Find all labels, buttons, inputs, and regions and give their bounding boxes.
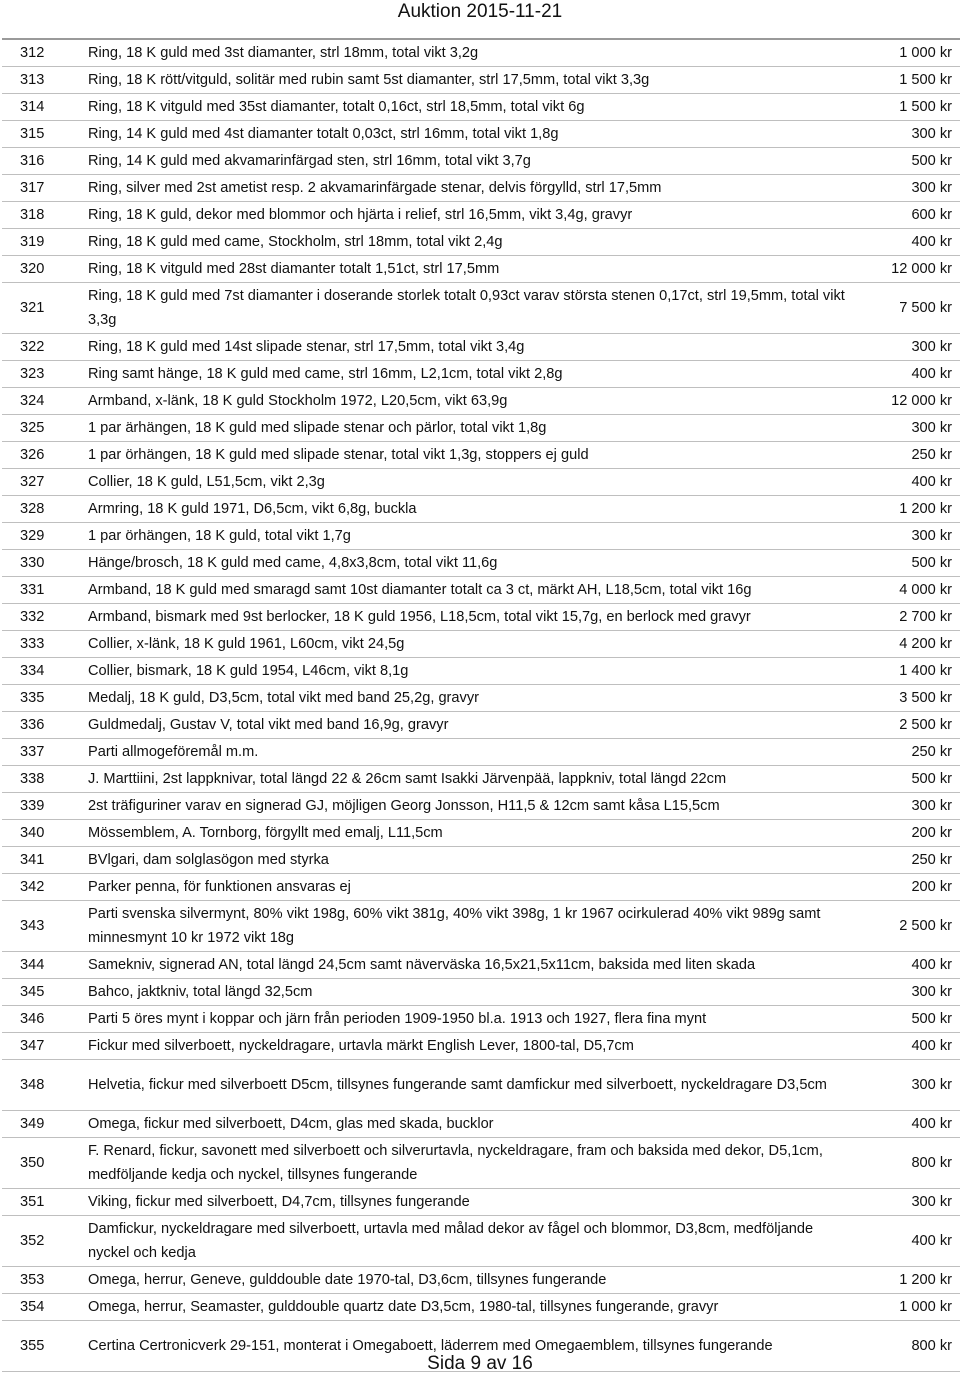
lot-row <box>2 979 960 1006</box>
lot-estimate-price: 300 kr <box>854 979 960 1006</box>
lot-number: 323 <box>2 361 80 388</box>
lot-row <box>2 631 960 658</box>
lot-estimate-price: 400 kr <box>854 1033 960 1060</box>
lot-row <box>2 1111 960 1138</box>
lot-number: 348 <box>2 1060 80 1111</box>
lot-number: 337 <box>2 739 80 766</box>
lot-number: 316 <box>2 148 80 175</box>
lot-row <box>2 523 960 550</box>
lot-estimate-price: 1 200 kr <box>854 496 960 523</box>
lot-estimate-price: 300 kr <box>854 175 960 202</box>
lot-estimate-price: 12 000 kr <box>854 388 960 415</box>
lot-description: Collier, x-länk, 18 K guld 1961, L60cm, vikt 24,5g <box>80 631 854 658</box>
lot-description: F. Renard, fickur, savonett med silverboett och silverurtavla, nyckeldragare, fram och baksida med dekor, D5,1cm, medföljande kedja och nyckel, tillsynes fungerande <box>80 1138 854 1189</box>
lot-number: 340 <box>2 820 80 847</box>
lot-number: 332 <box>2 604 80 631</box>
lot-number: 314 <box>2 94 80 121</box>
lot-estimate-price: 500 kr <box>854 550 960 577</box>
lot-description: Parti 5 öres mynt i koppar och järn från perioden 1909-1950 bl.a. 1913 och 1927, flera fina mynt <box>80 1006 854 1033</box>
lot-number: 343 <box>2 901 80 952</box>
lot-row <box>2 334 960 361</box>
lot-estimate-price: 400 kr <box>854 469 960 496</box>
lot-estimate-price: 1 400 kr <box>854 658 960 685</box>
lot-number: 317 <box>2 175 80 202</box>
lot-row <box>2 712 960 739</box>
lot-description: 2st träfiguriner varav en signerad GJ, möjligen Georg Jonsson, H11,5 & 12cm samt kåsa L15,5cm <box>80 793 854 820</box>
lot-number: 336 <box>2 712 80 739</box>
lot-description: Helvetia, fickur med silverboett D5cm, tillsynes fungerande samt damfickur med silverboett, nyckeldragare D3,5cm <box>80 1060 854 1111</box>
lot-estimate-price: 300 kr <box>854 334 960 361</box>
lot-estimate-price: 400 kr <box>854 361 960 388</box>
lot-description: Ring, 18 K vitguld med 28st diamanter totalt 1,51ct, strl 17,5mm <box>80 256 854 283</box>
lot-row <box>2 793 960 820</box>
lot-number: 313 <box>2 67 80 94</box>
lot-description: Certina Certronicverk 29-151, monterat i Omegaboett, läderrem med Omegaemblem, tillsynes fungerande <box>80 1321 854 1372</box>
lot-description: Parti svenska silvermynt, 80% vikt 198g, 60% vikt 381g, 40% vikt 398g, 1 kr 1967 ocirkulerad 40% vikt 989g samt minnesmynt 10 kr 1972 vikt 18g <box>80 901 854 952</box>
lot-row <box>2 1138 960 1189</box>
lot-description: Ring, 18 K guld med 14st slipade stenar, strl 17,5mm, total vikt 3,4g <box>80 334 854 361</box>
lot-number: 315 <box>2 121 80 148</box>
lot-number: 350 <box>2 1138 80 1189</box>
lot-estimate-price: 500 kr <box>854 1006 960 1033</box>
lot-description: Collier, 18 K guld, L51,5cm, vikt 2,3g <box>80 469 854 496</box>
lot-estimate-price: 800 kr <box>854 1321 960 1372</box>
lot-row <box>2 283 960 334</box>
lot-row <box>2 94 960 121</box>
lot-row <box>2 1267 960 1294</box>
lot-number: 329 <box>2 523 80 550</box>
lot-description: 1 par örhängen, 18 K guld med slipade stenar, total vikt 1,3g, stoppers ej guld <box>80 442 854 469</box>
lot-estimate-price: 1 500 kr <box>854 67 960 94</box>
lot-row <box>2 847 960 874</box>
lot-number: 354 <box>2 1294 80 1321</box>
page-number: Sida 9 av 16 <box>427 1353 533 1374</box>
lot-description: Ring, 14 K guld med 4st diamanter totalt 0,03ct, strl 16mm, total vikt 1,8g <box>80 121 854 148</box>
lot-estimate-price: 3 500 kr <box>854 685 960 712</box>
lot-row <box>2 1060 960 1111</box>
lot-row <box>2 685 960 712</box>
lot-description: Bahco, jaktkniv, total längd 32,5cm <box>80 979 854 1006</box>
lot-description: Omega, fickur med silverboett, D4cm, glas med skada, bucklor <box>80 1111 854 1138</box>
lot-row <box>2 952 960 979</box>
lot-estimate-price: 1 500 kr <box>854 94 960 121</box>
lot-number: 319 <box>2 229 80 256</box>
lot-number: 320 <box>2 256 80 283</box>
lot-row <box>2 175 960 202</box>
lot-row <box>2 1033 960 1060</box>
lot-row <box>2 901 960 952</box>
lot-row <box>2 39 960 67</box>
lot-estimate-price: 4 200 kr <box>854 631 960 658</box>
lot-estimate-price: 300 kr <box>854 793 960 820</box>
lot-estimate-price: 300 kr <box>854 523 960 550</box>
lot-description: Ring, 18 K guld med 3st diamanter, strl 18mm, total vikt 3,2g <box>80 39 854 67</box>
lot-estimate-price: 1 000 kr <box>854 1294 960 1321</box>
lot-description: Omega, herrur, Seamaster, gulddouble quartz date D3,5cm, 1980-tal, tillsynes fungerande, gravyr <box>80 1294 854 1321</box>
lot-number: 349 <box>2 1111 80 1138</box>
lot-estimate-price: 400 kr <box>854 952 960 979</box>
lot-row <box>2 361 960 388</box>
lot-estimate-price: 1 200 kr <box>854 1267 960 1294</box>
lot-row <box>2 577 960 604</box>
lot-description: Armband, 18 K guld med smaragd samt 10st diamanter totalt ca 3 ct, märkt AH, L18,5cm, total vikt 16g <box>80 577 854 604</box>
lot-number: 344 <box>2 952 80 979</box>
lot-number: 347 <box>2 1033 80 1060</box>
lot-estimate-price: 1 000 kr <box>854 39 960 67</box>
lot-estimate-price: 300 kr <box>854 415 960 442</box>
lot-description: Fickur med silverboett, nyckeldragare, urtavla märkt English Lever, 1800-tal, D5,7cm <box>80 1033 854 1060</box>
lot-row <box>2 1216 960 1267</box>
lot-number: 318 <box>2 202 80 229</box>
lot-row <box>2 388 960 415</box>
lot-row <box>2 202 960 229</box>
lot-number: 327 <box>2 469 80 496</box>
lot-description: Mössemblem, A. Tornborg, förgyllt med emalj, L11,5cm <box>80 820 854 847</box>
lot-description: Omega, herrur, Geneve, gulddouble date 1970-tal, D3,6cm, tillsynes fungerande <box>80 1267 854 1294</box>
lot-description: Damfickur, nyckeldragare med silverboett, urtavla med målad dekor av fågel och blommor, D3,8cm, medföljande nyckel och kedja <box>80 1216 854 1267</box>
lot-number: 330 <box>2 550 80 577</box>
lot-row <box>2 820 960 847</box>
lot-number: 339 <box>2 793 80 820</box>
lot-number: 338 <box>2 766 80 793</box>
lot-number: 328 <box>2 496 80 523</box>
lot-estimate-price: 400 kr <box>854 1216 960 1267</box>
lot-description: Samekniv, signerad AN, total längd 24,5cm samt näverväska 16,5x21,5x11cm, baksida med liten skada <box>80 952 854 979</box>
lot-estimate-price: 300 kr <box>854 1189 960 1216</box>
lot-estimate-price: 500 kr <box>854 148 960 175</box>
lot-number: 312 <box>2 39 80 67</box>
lot-estimate-price: 4 000 kr <box>854 577 960 604</box>
lot-estimate-price: 800 kr <box>854 1138 960 1189</box>
lot-row <box>2 256 960 283</box>
lot-description: Ring, 14 K guld med akvamarinfärgad sten, strl 16mm, total vikt 3,7g <box>80 148 854 175</box>
lot-description: Collier, bismark, 18 K guld 1954, L46cm, vikt 8,1g <box>80 658 854 685</box>
lot-number: 325 <box>2 415 80 442</box>
lot-number: 345 <box>2 979 80 1006</box>
lot-row <box>2 67 960 94</box>
lot-number: 334 <box>2 658 80 685</box>
lot-number: 322 <box>2 334 80 361</box>
lot-description: Ring, 18 K guld med came, Stockholm, strl 18mm, total vikt 2,4g <box>80 229 854 256</box>
lot-row <box>2 469 960 496</box>
lot-number: 346 <box>2 1006 80 1033</box>
lot-estimate-price: 400 kr <box>854 229 960 256</box>
lot-description: Medalj, 18 K guld, D3,5cm, total vikt med band 25,2g, gravyr <box>80 685 854 712</box>
lot-description: Armband, x-länk, 18 K guld Stockholm 1972, L20,5cm, vikt 63,9g <box>80 388 854 415</box>
lot-estimate-price: 250 kr <box>854 847 960 874</box>
lot-description: Parti allmogeföremål m.m. <box>80 739 854 766</box>
lot-description: Ring, 18 K vitguld med 35st diamanter, totalt 0,16ct, strl 18,5mm, total vikt 6g <box>80 94 854 121</box>
lot-estimate-price: 300 kr <box>854 1060 960 1111</box>
lot-estimate-price: 200 kr <box>854 820 960 847</box>
lot-row <box>2 739 960 766</box>
lot-row <box>2 496 960 523</box>
lot-estimate-price: 2 500 kr <box>854 712 960 739</box>
lot-description: Armband, bismark med 9st berlocker, 18 K guld 1956, L18,5cm, total vikt 15,7g, en berlock med gravyr <box>80 604 854 631</box>
lot-row <box>2 658 960 685</box>
lot-number: 342 <box>2 874 80 901</box>
lot-row <box>2 415 960 442</box>
lot-row <box>2 874 960 901</box>
lot-estimate-price: 400 kr <box>854 1111 960 1138</box>
auction-lot-table <box>2 38 960 1372</box>
lot-number: 341 <box>2 847 80 874</box>
lot-row <box>2 550 960 577</box>
lot-description: Ring, 18 K guld, dekor med blommor och hjärta i relief, strl 16,5mm, vikt 3,4g, gravyr <box>80 202 854 229</box>
lot-row <box>2 1189 960 1216</box>
lot-estimate-price: 12 000 kr <box>854 256 960 283</box>
lot-row <box>2 766 960 793</box>
auction-lot-list <box>2 39 960 1372</box>
lot-estimate-price: 600 kr <box>854 202 960 229</box>
lot-number: 352 <box>2 1216 80 1267</box>
lot-number: 333 <box>2 631 80 658</box>
lot-row <box>2 1294 960 1321</box>
lot-description: Parker penna, för funktionen ansvaras ej <box>80 874 854 901</box>
lot-description: Ring, silver med 2st ametist resp. 2 akvamarinfärgade stenar, delvis förgylld, strl 17,5mm <box>80 175 854 202</box>
lot-estimate-price: 200 kr <box>854 874 960 901</box>
lot-row <box>2 148 960 175</box>
lot-description: Armring, 18 K guld 1971, D6,5cm, vikt 6,8g, buckla <box>80 496 854 523</box>
lot-description: Ring, 18 K guld med 7st diamanter i doserande storlek totalt 0,93ct varav största stenen 0,17ct, strl 19,5mm, total vikt 3,3g <box>80 283 854 334</box>
lot-description: Ring, 18 K rött/vitguld, solitär med rubin samt 5st diamanter, strl 17,5mm, total vikt 3,3g <box>80 67 854 94</box>
lot-estimate-price: 2 500 kr <box>854 901 960 952</box>
lot-description: Ring samt hänge, 18 K guld med came, strl 16mm, L2,1cm, total vikt 2,8g <box>80 361 854 388</box>
lot-description: Hänge/brosch, 18 K guld med came, 4,8x3,8cm, total vikt 11,6g <box>80 550 854 577</box>
lot-row <box>2 442 960 469</box>
lot-estimate-price: 250 kr <box>854 739 960 766</box>
lot-estimate-price: 300 kr <box>854 121 960 148</box>
lot-row <box>2 121 960 148</box>
lot-estimate-price: 2 700 kr <box>854 604 960 631</box>
lot-number: 335 <box>2 685 80 712</box>
lot-description: BVlgari, dam solglasögon med styrka <box>80 847 854 874</box>
lot-number: 321 <box>2 283 80 334</box>
lot-description: 1 par örhängen, 18 K guld, total vikt 1,7g <box>80 523 854 550</box>
page-title: Auktion 2015-11-21 <box>397 1 563 22</box>
lot-description: Viking, fickur med silverboett, D4,7cm, tillsynes fungerande <box>80 1189 854 1216</box>
lot-description: J. Marttiini, 2st lappknivar, total längd 22 & 26cm samt Isakki Järvenpää, lappkniv, total längd 22cm <box>80 766 854 793</box>
lot-estimate-price: 7 500 kr <box>854 283 960 334</box>
lot-number: 326 <box>2 442 80 469</box>
lot-number: 355 <box>2 1321 80 1372</box>
lot-row <box>2 604 960 631</box>
lot-row <box>2 1006 960 1033</box>
lot-number: 351 <box>2 1189 80 1216</box>
lot-description: Guldmedalj, Gustav V, total vikt med band 16,9g, gravyr <box>80 712 854 739</box>
lot-estimate-price: 500 kr <box>854 766 960 793</box>
lot-number: 331 <box>2 577 80 604</box>
lot-description: 1 par ärhängen, 18 K guld med slipade stenar och pärlor, total vikt 1,8g <box>80 415 854 442</box>
lot-estimate-price: 250 kr <box>854 442 960 469</box>
lot-row <box>2 229 960 256</box>
lot-number: 324 <box>2 388 80 415</box>
lot-number: 353 <box>2 1267 80 1294</box>
